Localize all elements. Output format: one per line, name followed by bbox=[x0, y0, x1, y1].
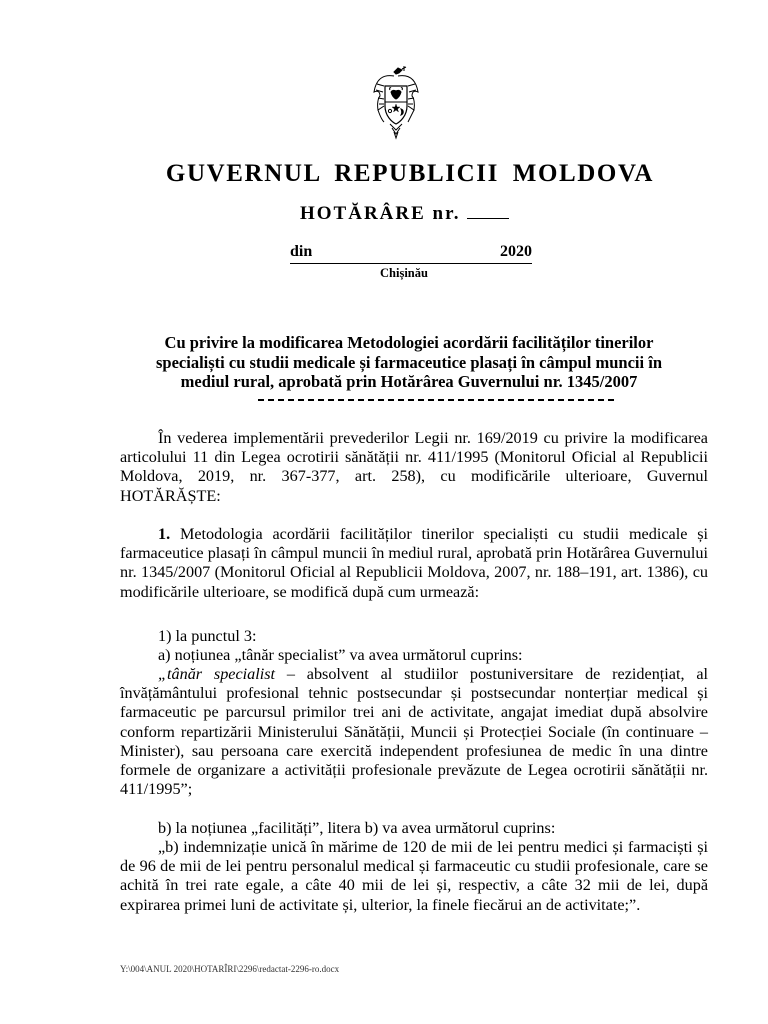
government-title: GUVERNUL REPUBLICII MOLDOVA bbox=[165, 160, 655, 187]
article-1-number: 1. bbox=[158, 525, 171, 543]
definition-term: „tânăr specialist bbox=[158, 665, 276, 683]
preamble-paragraph: În vederea implementării prevederilor Legii nr. 169/2019 cu privire la modificarea articolului 11 din Legea ocrotirii sănătății nr. 411/1995 (Monitorul Oficial al Republicii Moldova, 2019, nr. 367-377, art. 258), cu modificările ulterioare, Guvernul HOTĂRĂȘTE: bbox=[120, 429, 708, 505]
sub-b-text-paragraph: „b) indemnizație unică în mărime de 120 de mii de lei pentru medici și farmaciști și de 96 de mii de lei pentru personalul medical și farmaceutic cu studii profesionale, care se achită în trei rate egale, a câte 40 mii de lei și, respectiv, a câte 32 mii de lei, după expirarea primei luni de activitate și, ulterior, la finele fiecărui an de activitate;”. bbox=[120, 838, 708, 914]
decision-label: HOTĂRÂRE nr. bbox=[300, 203, 461, 224]
issue-city: Chișinău bbox=[380, 266, 428, 280]
date-prefix: din bbox=[290, 243, 313, 260]
subject-divider bbox=[258, 399, 614, 401]
point-1-sub-a: a) noțiunea „tânăr specialist” va avea următorul cuprins: bbox=[158, 646, 523, 664]
article-1-text: Metodologia acordării facilităților tinerilor specialiști cu studii medicale și farmaceutice plasați în câmpul muncii în mediul rural, aprobată prin Hotărârea Guvernului nr. 1345/2007 (Monitorul Oficial al Republicii Moldova, 2007, nr. 188–191, art. 1386), cu modificările ulterioare, se modifică după cum urmează: bbox=[120, 525, 708, 601]
article-1-paragraph bbox=[120, 525, 708, 602]
decision-number-blank bbox=[467, 204, 509, 219]
definition-text: – absolvent al studiilor postuniversitare de rezidențiat, al învățământului profesional tehnic postsecundar și postsecundar nonterțiar medical și farmaceutic pe parcursul primilor trei ani de activitate, angajat imediat după absolvire conform repartizării Ministerului Sănătății, Muncii și Protecției Sociale (în continuare – Minister), sau persoana care exercită independent profesiunea de medic în una dintre formele de organizare a activității profesionale prevăzute de Legea ocrotirii sănătății nr. 411/1995”; bbox=[120, 665, 709, 799]
point-1-heading: 1) la punctul 3: bbox=[158, 627, 257, 645]
decision-date-line bbox=[290, 243, 532, 264]
decision-subject: Cu privire la modificarea Metodologiei acordării facilităților tinerilor specialiști cu studii medicale și farmaceutice plasați în câmpul muncii în mediul rural, aprobată prin Hotărârea Guvernului nr. 1345/2007 bbox=[156, 333, 662, 391]
definition-paragraph bbox=[120, 665, 708, 799]
decision-heading bbox=[300, 203, 509, 225]
document-file-path: Y:\004\ANUL 2020\HOTARÎRI\2296\redactat-2296-ro.docx bbox=[120, 964, 340, 974]
point-1-sub-b: b) la noțiunea „facilități”, litera b) va avea următorul cuprins: bbox=[158, 819, 556, 837]
date-year: 2020 bbox=[500, 243, 532, 260]
coat-of-arms-icon bbox=[372, 66, 420, 144]
